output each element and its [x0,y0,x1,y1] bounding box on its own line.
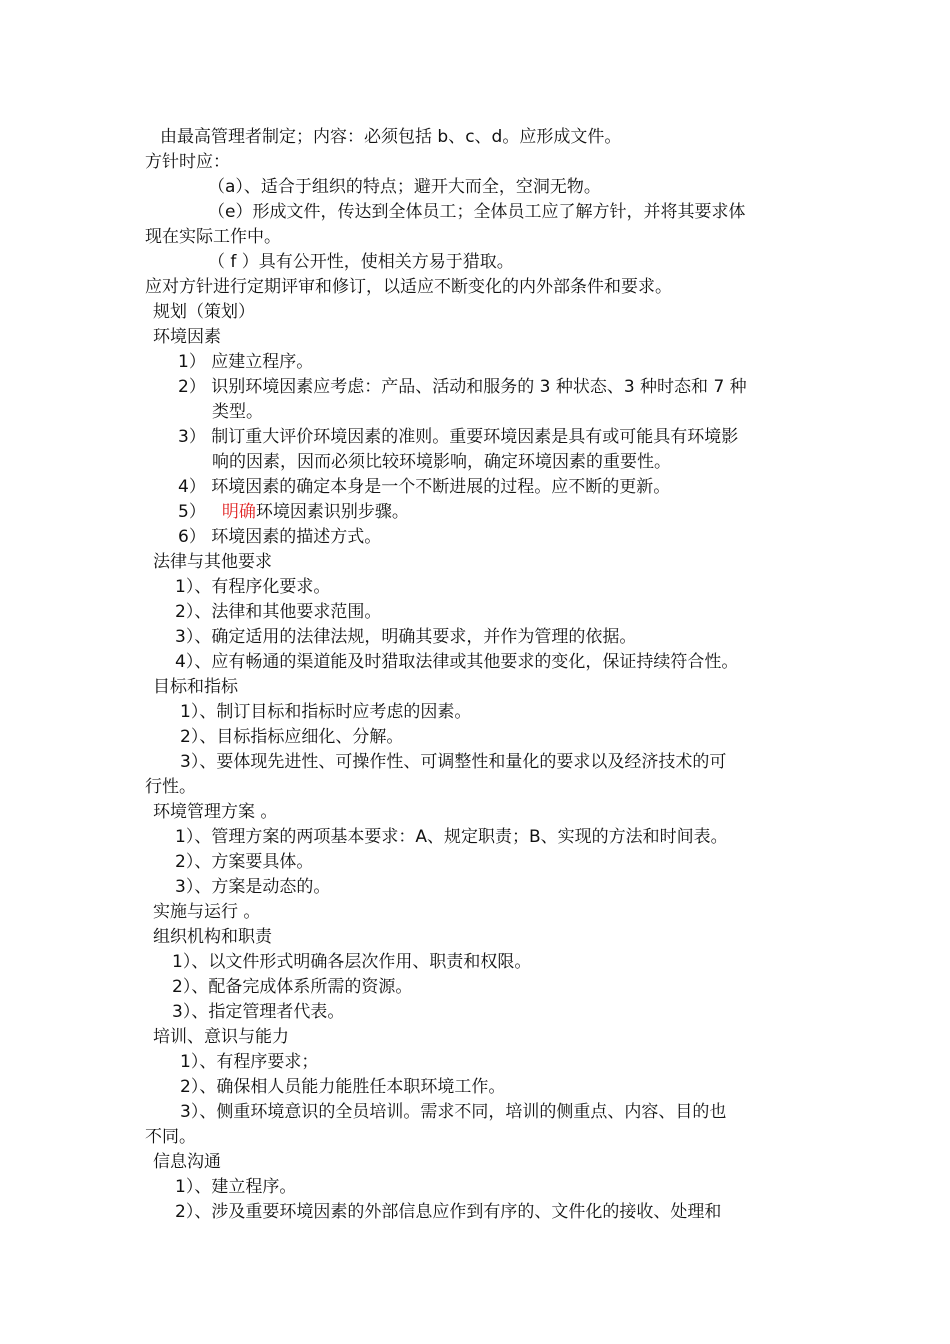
list-item: 2） 识别环境因素应考虑：产品、活动和服务的 3 种状态、3 种时态和 7 种 [178,377,747,397]
list-item-continuation: 类型。 [212,402,263,422]
text-line: 应对方针进行定期评审和修订，以适应不断变化的内外部条件和要求。 [145,277,672,297]
list-item-continuation: 行性。 [145,777,196,797]
list-item: 3）、方案是动态的。 [175,877,331,897]
list-item: 2）、确保相人员能力能胜任本职环境工作。 [180,1077,506,1097]
section-heading: 目标和指标 [153,677,238,697]
text-line: （a）、适合于组织的特点；避开大而全，空洞无物。 [208,177,601,197]
list-item: 2）、方案要具体。 [175,852,314,872]
list-item: 3）、要体现先进性、可操作性、可调整性和量化的要求以及经济技术的可 [180,752,727,772]
text-line: 现在实际工作中。 [145,227,281,247]
list-item: 2）、配备完成体系所需的资源。 [172,977,413,997]
list-item: 2）、法律和其他要求范围。 [175,602,382,622]
text-line: （e）形成文件，传达到全体员工；全体员工应了解方针，并将其要求体 [208,202,746,222]
list-item: 1） 应建立程序。 [178,352,314,372]
list-item: 3）、确定适用的法律法规，明确其要求，并作为管理的依据。 [175,627,637,647]
list-item: 2）、目标指标应细化、分解。 [180,727,404,747]
list-item: 6） 环境因素的描述方式。 [178,527,382,547]
section-heading: 法律与其他要求 [153,552,272,572]
list-item: 4）、应有畅通的渠道能及时猎取法律或其他要求的变化，保证持续符合性。 [175,652,739,672]
section-heading: 环境因素 [153,327,221,347]
list-item: 2）、涉及重要环境因素的外部信息应作到有序的、文件化的接收、处理和 [175,1202,722,1222]
list-number: 5） [178,502,206,522]
text-line: 方针时应： [145,152,230,172]
list-item-text: 环境因素识别步骤。 [255,502,409,522]
list-item-continuation: 不同。 [145,1127,196,1147]
list-item: 3）、指定管理者代表。 [172,1002,345,1022]
text-line: 由最高管理者制定；内容：必须包括 b、c、d。应形成文件。 [160,127,622,147]
list-item: 4） 环境因素的确定本身是一个不断进展的过程。应不断的更新。 [178,477,671,497]
list-item: 1）、有程序要求； [180,1052,319,1072]
list-item: 1）、建立程序。 [175,1177,297,1197]
highlighted-word: 明确 [221,502,256,522]
list-item: 3） 制订重大评价环境因素的准则。重要环境因素是具有或可能具有环境影 [178,427,739,447]
text-line: （ f ）具有公开性，使相关方易于猎取。 [208,252,514,272]
list-item: 1）、有程序化要求。 [175,577,331,597]
list-item-continuation: 响的因素，因而必须比较环境影响，确定环境因素的重要性。 [212,452,671,472]
section-heading: 组织机构和职责 [153,927,272,947]
list-item [178,501,409,523]
section-heading: 实施与运行 。 [153,902,261,922]
list-item: 1）、管理方案的两项基本要求：A、规定职责；B、实现的方法和时间表。 [175,827,728,847]
section-heading: 信息沟通 [153,1152,221,1172]
list-item: 1）、以文件形式明确各层次作用、职责和权限。 [172,952,532,972]
list-item: 3）、侧重环境意识的全员培训。需求不同，培训的侧重点、内容、目的也 [180,1102,727,1122]
section-heading: 环境管理方案 。 [153,802,278,822]
section-heading: 培训、意识与能力 [153,1027,289,1047]
section-heading: 规划（策划） [153,302,255,322]
list-item: 1）、制订目标和指标时应考虑的因素。 [180,702,472,722]
